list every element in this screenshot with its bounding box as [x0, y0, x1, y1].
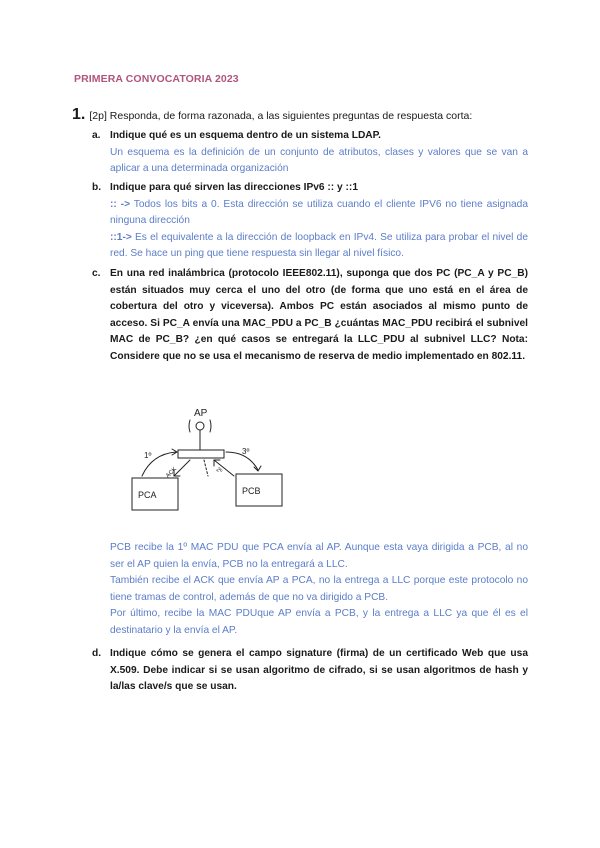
answer-text: Todos los bits a 0. Esta dirección se utiliza cuando el cliente IPV6 no tiene asignada ninguna dirección: [110, 198, 528, 227]
subquestion-letter: b.: [92, 182, 102, 193]
subquestion-c-answer-1: PCB recibe la 1º MAC PDU que PCA envía al AP. Aunque esta vaya dirigida a PCB, al no ser el AP quien la envía, PCB no la entregará a LLC.: [110, 542, 528, 570]
answer-key: ::1->: [110, 231, 132, 243]
subquestion-a-text: Indique qué es un esquema dentro de un sistema LDAP.: [110, 130, 381, 141]
subquestion-c-answer-2: También recibe el ACK que envía AP a PCA, no la entrega a LLC porque este protocolo no tiene tramas de control, además de que no va dirigido a PCB.: [110, 575, 528, 603]
subquestion-c-answer: [92, 540, 528, 640]
question-1-intro: [72, 106, 532, 124]
subquestion-b-text: Indique para qué sirven las direcciones IPv6 :: y ::1: [110, 182, 358, 193]
ack-arrow: [174, 460, 190, 476]
question-1-text: [2p] Responda, de forma razonada, a las siguientes preguntas de respuesta corta:: [89, 110, 473, 122]
subquestion-letter: c.: [92, 268, 101, 279]
pca-label: PCA: [138, 490, 157, 500]
subquestion-d-text: Indique cómo se genera el campo signature (firma) de un certificado Web que usa X.509. Debe indicar si se usan algoritmo de cifrado, si se usan algoritmos de hash y la/las clave/s que se usan.: [110, 648, 528, 693]
answer-key: :: ->: [110, 198, 131, 210]
subquestion-d: [92, 646, 528, 696]
exam-title: PRIMERA CONVOCATORIA 2023: [74, 73, 239, 85]
subquestion-c-text: En una red inalámbrica (protocolo IEEE802.11), suponga que dos PC (PC_A y PC_B) están situados muy cerca el uno del otro (de forma que uno está en el área de cobertura del otro y viceversa). Ambos PC están asociados al mismo punto de acceso. Si PC_A envía una MAC_PDU a PC_B ¿cuántas MAC_PDU recibirá el subnivel MAC de PC_B? ¿en qué casos se entregará la LLC_PDU al subnivel LLC? Nota: Considere que no se usa el mecanismo de reserva de medio implementado en 802.11.: [110, 268, 528, 362]
subquestion-letter: d.: [92, 648, 102, 659]
subquestion-c: [92, 266, 528, 366]
ack-label: ACK: [165, 466, 179, 480]
question-number: 1.: [72, 106, 86, 123]
step-2-label: 2º: [214, 466, 223, 476]
answer-text: Es el equivalente a la dirección de loopback en IPv4. Se utiliza para probar el nivel de red. Se hace un ping que tiene respuesta sin llegar al nivel físico.: [110, 231, 528, 260]
wireless-network-diagram: [124, 404, 314, 516]
subquestion-b-answer-2: [110, 230, 528, 263]
pcb-label: PCB: [242, 486, 261, 496]
arrow-3-label: 3º: [242, 447, 250, 456]
subquestion-a-answer: Un esquema es la definición de un conjunto de atributos, clases y valores que se van a aplicar a una determinada organización: [110, 146, 528, 175]
arrow-1-label: 1º: [144, 451, 152, 460]
subquestion-c-answer-3: Por último, recibe la MAC PDUque AP envía a PCB, y la entrega a LLC ya que él es el destinatario y la envía el AP.: [110, 608, 528, 636]
subquestion-b: [92, 180, 528, 263]
subquestion-letter: a.: [92, 130, 101, 141]
ap-label: AP: [194, 408, 208, 419]
ap-antenna-icon: [196, 422, 204, 430]
subquestion-b-answer-1: [110, 197, 528, 230]
subquestion-a: [92, 128, 528, 178]
ap-box: [178, 450, 224, 458]
